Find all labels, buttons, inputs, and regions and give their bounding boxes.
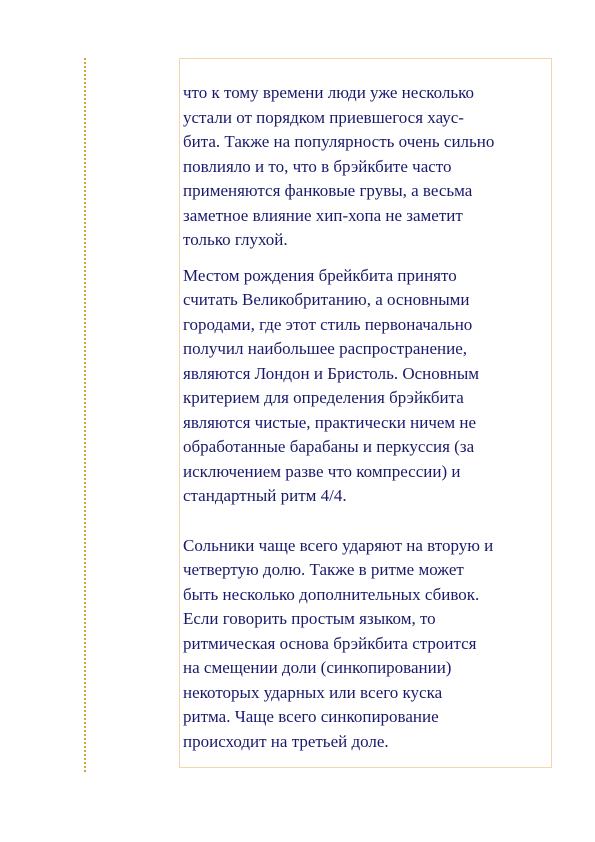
paragraph-2: Местом рождения брейкбита принято считать Великобританию, а основными городами, где этот стиль первоначально получил наибольшее распространение, являются Лондон и Бристоль. Основным критерием для определения брэйкбита являются чистые, практически ничем не обработанные барабаны и перкуссия (за исключением разве что компрессии) и стандартный ритм 4/4. [183, 265, 480, 505]
paragraph-3: Сольники чаще всего ударяют на вторую и четвертую долю. Также в ритме может быть несколько дополнительных сбивок. Если говорить простым языком, то ритмическая основа брэйкбита строится на смещении доли (синкопировании) некоторых ударных или всего куска ритма. Чаще всего синкопирование происходит на третьей доле. [183, 535, 494, 751]
dotted-margin-rule [84, 58, 86, 772]
document-body [183, 81, 548, 754]
paragraph-1: что к тому времени люди уже несколько устали от порядком приевшегося хаус- бита. Также на популярность очень сильно повлияло и то, что в брэйкбите часто применяются фанковые грувы, а весьма заметное влияние хип-хопа не заметит только глухой. [183, 83, 495, 249]
